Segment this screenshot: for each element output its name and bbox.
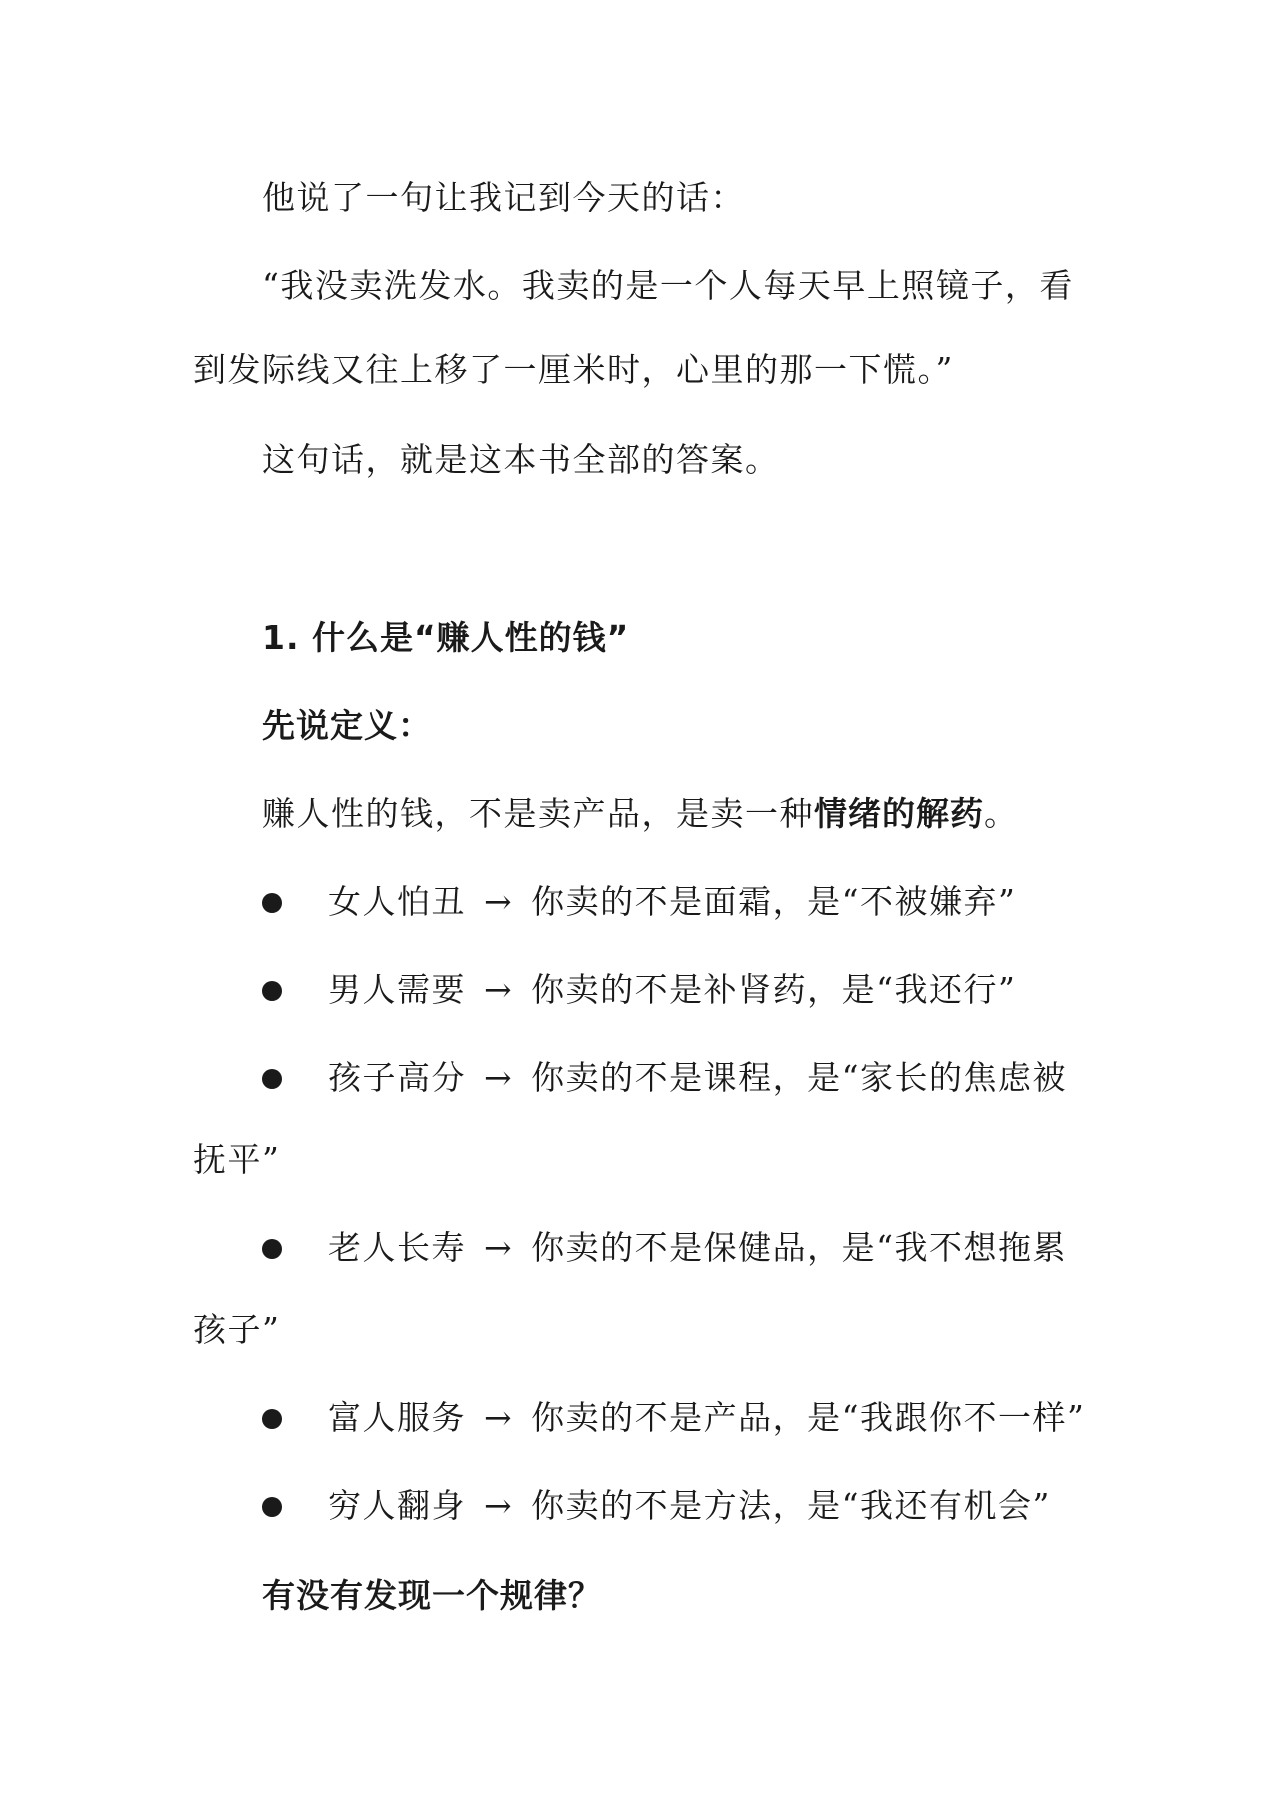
list-item-text: 你卖的不是面霜，是“不被嫌弃” [531,882,1017,921]
list-item-subject: 男人需要 [328,970,466,1009]
list-item-subject: 孩子高分 [328,1058,466,1097]
list-item-subject: 女人怕丑 [328,882,466,921]
list-item-continuation: 孩子” [193,1310,281,1349]
list-item [328,1486,1051,1526]
bullet-dot [262,893,282,913]
section-heading: 1. 什么是“赚人性的钱” [262,618,630,657]
definition-paragraph [262,794,1019,834]
paragraph-quote-line-1: “我没卖洗发水。我卖的是一个人每天早上照镜子，看 [262,266,1074,305]
list-item-text: 你卖的不是保健品，是“我不想拖累 [531,1228,1068,1267]
paragraph-quote-intro: 他说了一句让我记到今天的话： [262,178,745,217]
bullet-dot [262,981,282,1001]
bullet-dot [262,1409,282,1429]
arrow-right-icon: → [484,1486,514,1525]
list-item-text: 你卖的不是课程，是“家长的焦虑被 [531,1058,1068,1097]
bullet-dot [262,1239,282,1259]
list-item [328,970,1016,1010]
arrow-right-icon: → [484,1058,514,1097]
list-item [328,1228,1067,1268]
list-item-text: 你卖的不是补肾药，是“我还行” [531,970,1017,1009]
list-item [328,1398,1085,1438]
arrow-right-icon: → [484,970,514,1009]
list-item [328,1058,1067,1098]
list-item [328,882,1016,922]
section-subheading: 先说定义： [262,706,432,745]
definition-suffix: 。 [984,794,1019,833]
arrow-right-icon: → [484,1398,514,1437]
paragraph-quote-line-2: 到发际线又往上移了一厘米时，心里的那一下慌。” [193,350,954,389]
list-item-subject: 穷人翻身 [328,1486,466,1525]
definition-emphasis: 情绪的解药 [814,794,984,833]
list-item-subject: 富人服务 [328,1398,466,1437]
list-item-subject: 老人长寿 [328,1228,466,1267]
list-item-text: 你卖的不是方法，是“我还有机会” [531,1486,1051,1525]
closing-question: 有没有发现一个规律？ [262,1576,602,1615]
arrow-right-icon: → [484,882,514,921]
list-item-text: 你卖的不是产品，是“我跟你不一样” [531,1398,1086,1437]
definition-prefix: 赚人性的钱，不是卖产品，是卖一种 [262,794,814,833]
bullet-dot [262,1497,282,1517]
arrow-right-icon: → [484,1228,514,1267]
bullet-dot [262,1069,282,1089]
paragraph-answer: 这句话，就是这本书全部的答案。 [262,440,780,479]
list-item-continuation: 抚平” [193,1140,281,1179]
